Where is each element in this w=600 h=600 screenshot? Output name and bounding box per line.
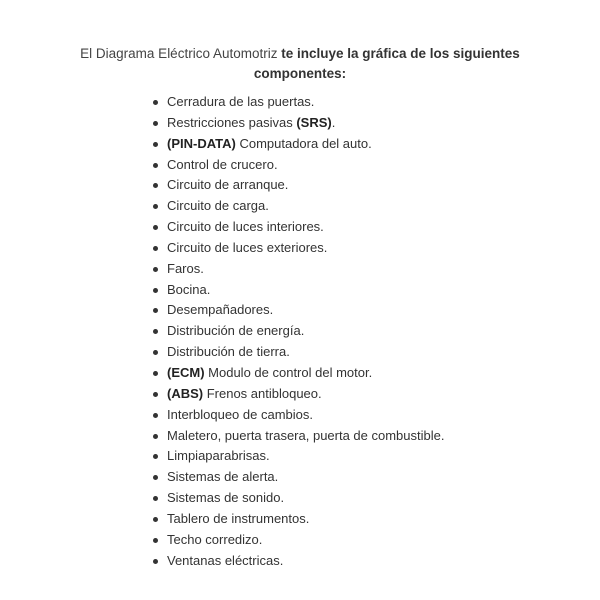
list-item: [148, 321, 444, 342]
bullet-icon: [153, 350, 158, 355]
intro-plain-text: El Diagrama Eléctrico Automotriz: [80, 46, 282, 61]
bullet-icon: [153, 496, 158, 501]
bullet-icon: [153, 288, 158, 293]
bullet-icon: [153, 142, 158, 147]
list-item-post-text: Desempañadores.: [167, 302, 274, 318]
bullet-icon: [153, 434, 158, 439]
list-item: [148, 509, 444, 530]
list-item: [148, 530, 444, 551]
bullet-icon: [153, 392, 158, 397]
list-item: [148, 196, 444, 217]
bullet-icon: [153, 121, 158, 126]
bullet-icon: [153, 246, 158, 251]
list-item-post-text: Circuito de arranque.: [167, 177, 289, 193]
list-item-post-text: .: [331, 114, 336, 130]
list-item-post-text: Cerradura de las puertas.: [167, 94, 315, 109]
bullet-icon: [153, 454, 158, 459]
list-item-post-text: Circuito de carga.: [167, 198, 269, 214]
list-item-bold-text: (SRS): [296, 114, 332, 130]
list-item: [148, 405, 444, 426]
bullet-icon: [153, 475, 158, 480]
list-item-post-text: Frenos antibloqueo.: [203, 385, 322, 401]
list-item: [148, 551, 444, 572]
list-item: [148, 134, 444, 155]
list-item: [148, 467, 444, 488]
list-item-post-text: Tablero de instrumentos.: [167, 510, 310, 526]
list-item-post-text: Maletero, puerta trasera, puerta de combustible.: [167, 427, 445, 443]
list-item-post-text: Circuito de luces interiores.: [167, 219, 324, 235]
list-item: [148, 175, 444, 196]
list-item-post-text: Distribución de tierra.: [167, 344, 290, 360]
list-item-post-text: Sistemas de alerta.: [167, 469, 279, 485]
list-item: [148, 259, 444, 280]
intro-paragraph: [80, 44, 520, 84]
bullet-icon: [153, 163, 158, 168]
bullet-icon: [153, 517, 158, 522]
list-item: [148, 238, 444, 259]
list-item-post-text: Distribución de energía.: [167, 323, 305, 339]
list-item-post-text: Ventanas eléctricas.: [167, 552, 284, 568]
list-item: [148, 155, 444, 176]
list-item: [148, 92, 444, 113]
bullet-icon: [153, 100, 158, 105]
list-item-bold-text: (ECM): [167, 364, 205, 380]
bullet-icon: [153, 371, 158, 376]
bullet-icon: [153, 538, 158, 543]
list-item-post-text: Bocina.: [167, 281, 211, 297]
list-item-post-text: Limpiaparabrisas.: [167, 448, 270, 464]
list-item-post-text: Sistemas de sonido.: [167, 490, 285, 506]
list-item: [148, 342, 444, 363]
bullet-icon: [153, 267, 158, 272]
component-list: [148, 92, 444, 571]
list-item: [148, 426, 444, 447]
list-item-bold-text: (ABS): [167, 385, 204, 401]
bullet-icon: [153, 559, 158, 564]
bullet-icon: [153, 225, 158, 230]
bullet-icon: [153, 329, 158, 334]
list-item-post-text: Faros.: [167, 260, 204, 276]
list-item: [148, 113, 444, 134]
list-item: [148, 280, 444, 301]
list-item-post-text: Interbloqueo de cambios.: [167, 406, 313, 422]
list-item: [148, 384, 444, 405]
list-item-post-text: Modulo de control del motor.: [204, 364, 373, 380]
list-item: [148, 217, 444, 238]
list-item: [148, 446, 444, 467]
bullet-icon: [153, 183, 158, 188]
list-item-post-text: Control de crucero.: [167, 156, 278, 172]
list-item: [148, 488, 444, 509]
bullet-icon: [153, 204, 158, 209]
list-item-pre-text: Restricciones pasivas: [167, 114, 297, 130]
bullet-icon: [153, 308, 158, 313]
intro-bold-text: te incluye la gráfica de los siguientes componentes:: [253, 46, 520, 81]
bullet-icon: [153, 413, 158, 418]
list-item: [148, 363, 444, 384]
list-item-post-text: Circuito de luces exteriores.: [167, 239, 328, 255]
list-item: [148, 300, 444, 321]
list-item-bold-text: (PIN-DATA): [167, 135, 236, 151]
list-item-post-text: Techo corredizo.: [167, 531, 263, 547]
list-item-post-text: Computadora del auto.: [235, 135, 372, 151]
